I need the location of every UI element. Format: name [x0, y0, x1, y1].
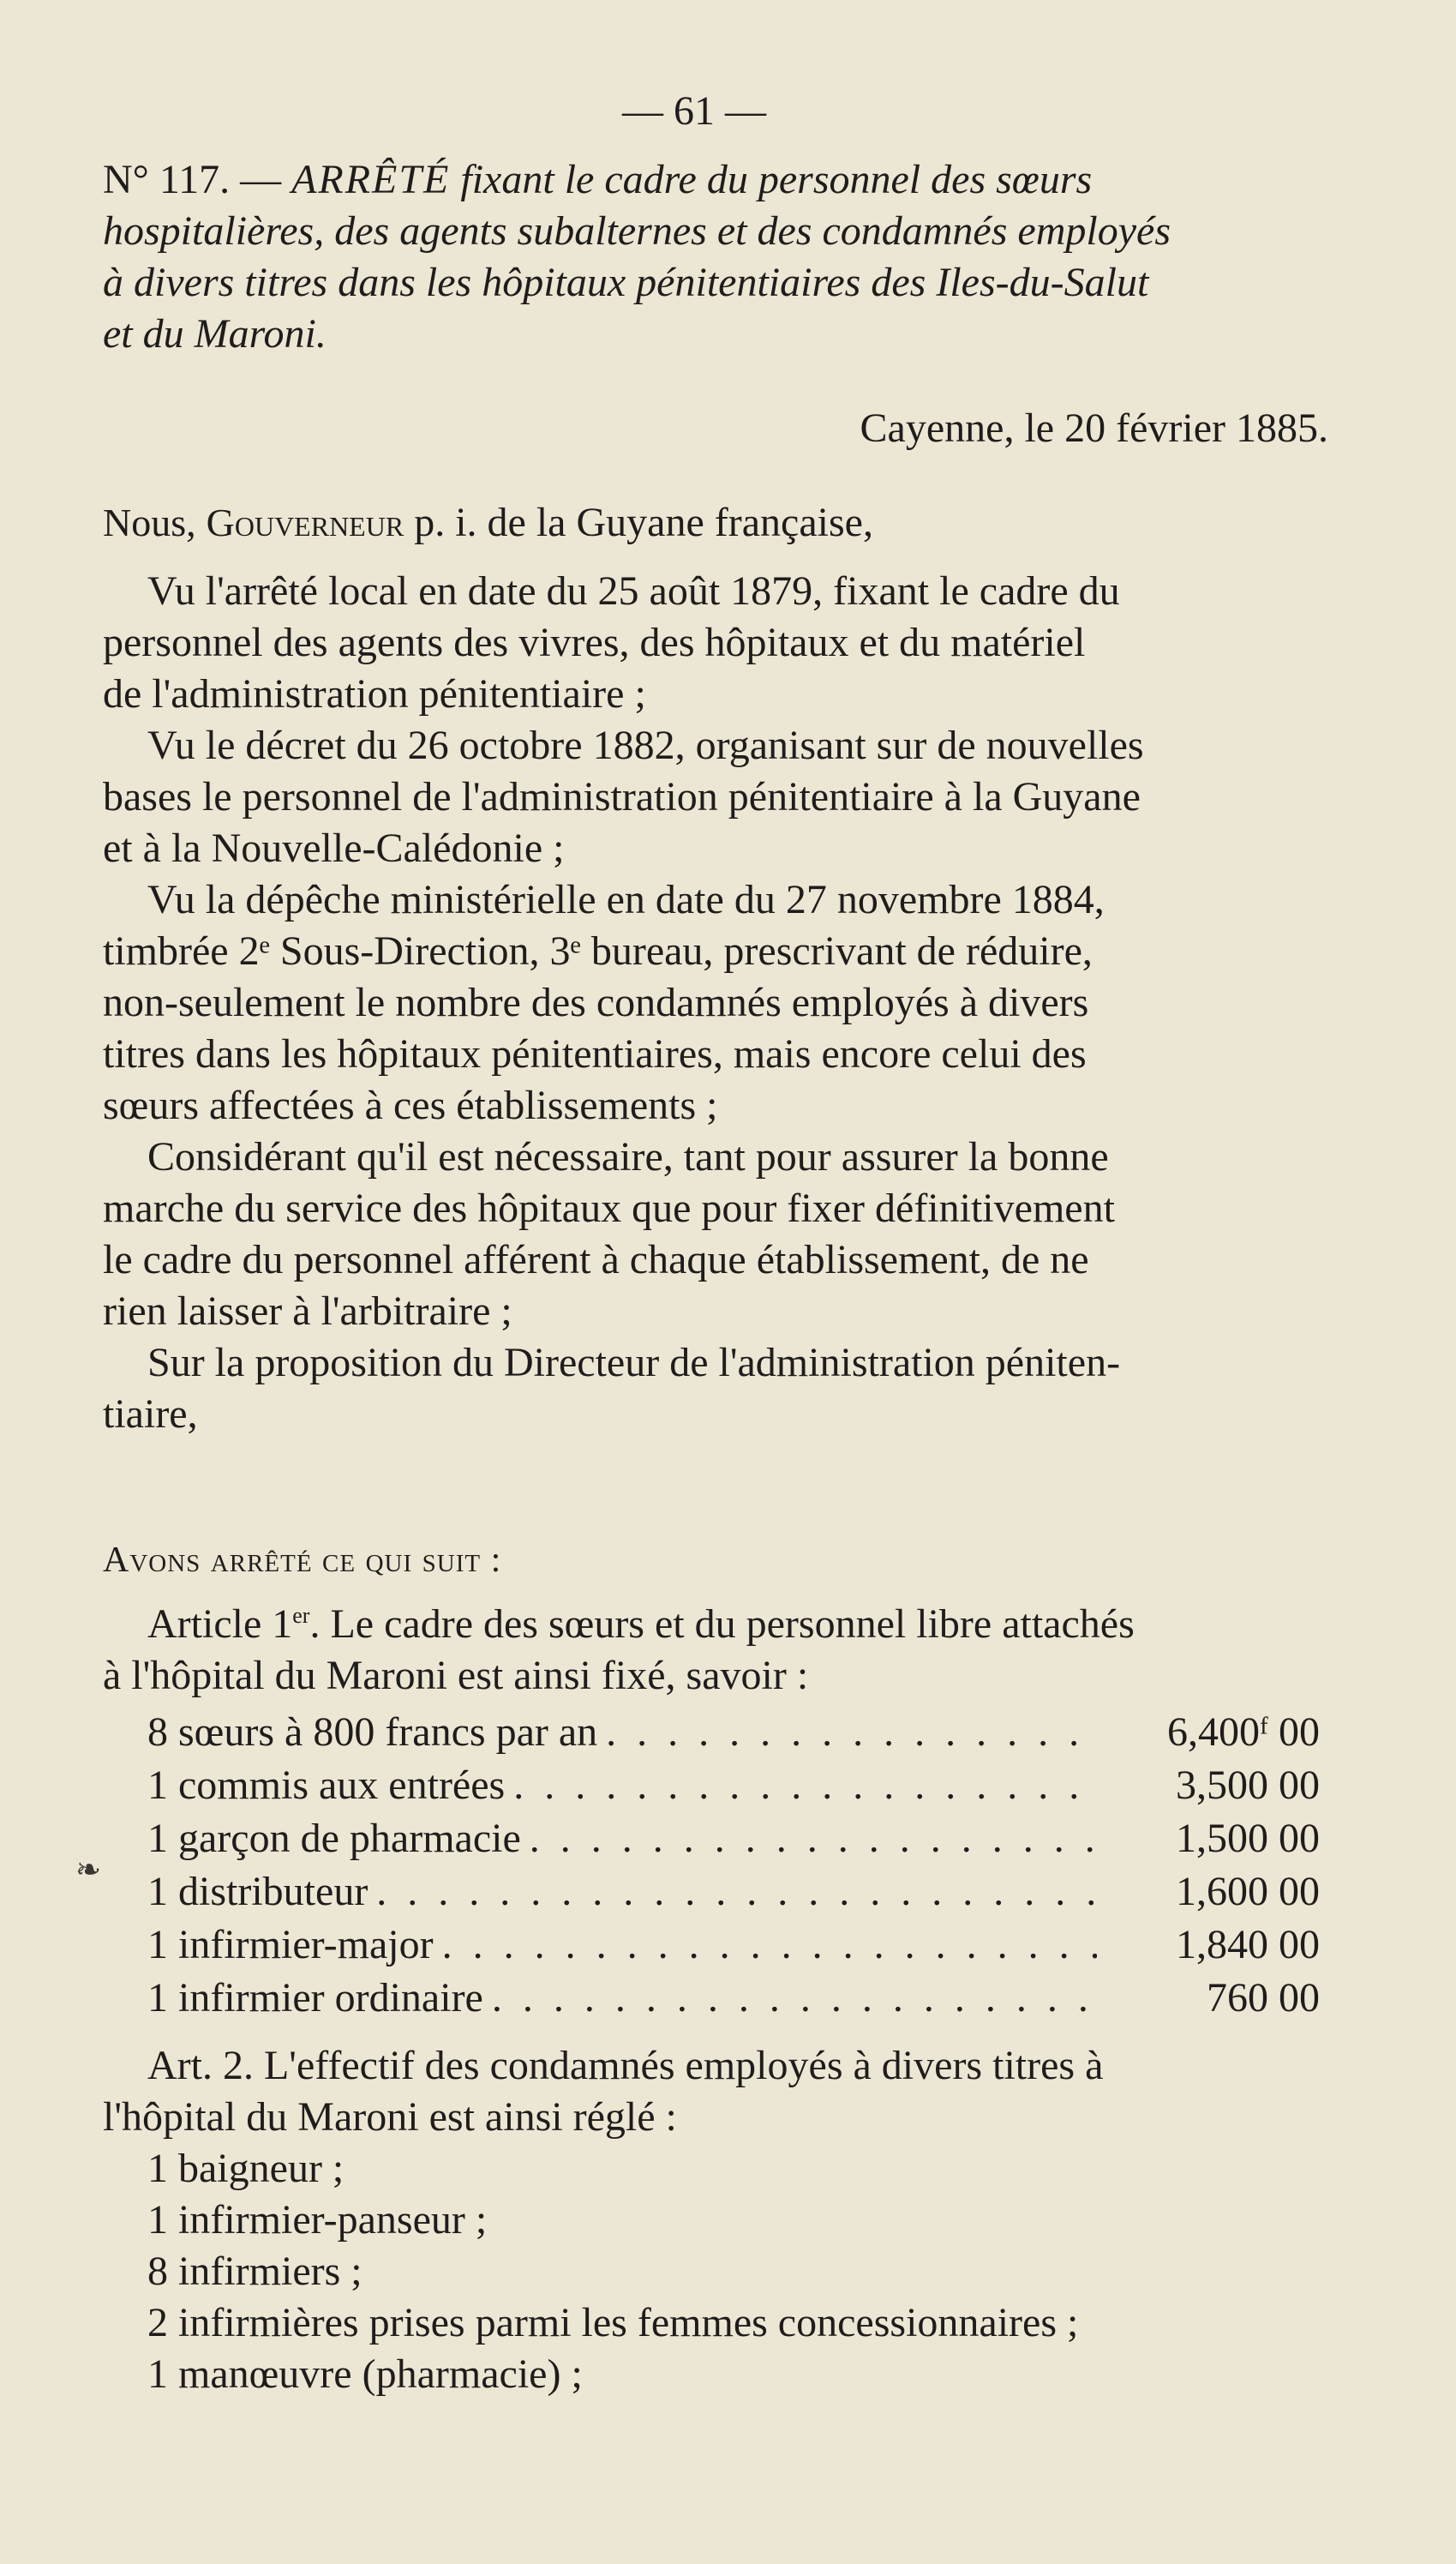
leader-dots: [530, 1812, 1097, 1865]
row-amount: 3,500 00: [1176, 1762, 1320, 1808]
considerant-line: sœurs affectées à ces établissements ;: [103, 1083, 718, 1128]
decree-title-line-1: fixant le cadre du personnel des sœurs: [460, 157, 1093, 202]
considerant-line: Vu le décret du 26 octobre 1882, organisant sur de nouvelles: [147, 723, 1144, 768]
decree-title-line-3: à divers titres dans les hôpitaux pénitentiaires des Iles-du-Salut: [103, 260, 1149, 305]
list-item: 2 infirmières prises parmi les femmes concessionnaires ;: [147, 2300, 1079, 2345]
considerant-line: timbrée 2ᵉ Sous-Direction, 3ᵉ bureau, prescrivant de réduire,: [103, 928, 1093, 974]
row-amount: 1,600 00: [1176, 1869, 1320, 1914]
considerant-line: rien laisser à l'arbitraire ;: [103, 1288, 512, 1334]
considerant-line: non-seulement le nombre des condamnés employés à divers: [103, 980, 1089, 1025]
preamble-nous: Nous,: [103, 501, 196, 544]
dateline: Cayenne, le 20 février 1885.: [860, 405, 1328, 451]
decree-title-lead: ARRÊTÉ: [291, 157, 451, 202]
leader-dots: [513, 1759, 1097, 1812]
list-item: 8 infirmiers ;: [147, 2249, 363, 2294]
table-row: [103, 1865, 1320, 1918]
considerant-line: personnel des agents des vivres, des hôpitaux et du matériel: [103, 620, 1086, 665]
list-item: 1 infirmier-panseur ;: [147, 2197, 488, 2243]
considerant-line: Considérant qu'il est nécessaire, tant pour assurer la bonne: [147, 1134, 1109, 1180]
staff-table: [103, 1706, 1320, 2025]
considerant-line: Vu l'arrêté local en date du 25 août 1879, fixant le cadre du: [147, 568, 1120, 614]
dateline-block: [103, 403, 1388, 454]
considerant-line: de l'administration pénitentiaire ;: [103, 671, 646, 717]
leader-dots: [376, 1865, 1097, 1918]
article-2-line-2: l'hôpital du Maroni est ainsi réglé :: [103, 2094, 677, 2140]
decree-heading: [103, 154, 1388, 360]
heading-dash: —: [240, 157, 282, 202]
row-label: 1 infirmier-major: [147, 1922, 434, 1967]
article-1-text: . Le cadre des sœurs et du personnel libre attachés: [309, 1601, 1135, 1647]
considerant-line: Sur la proposition du Directeur de l'administration péniten-: [147, 1340, 1121, 1385]
list-item: 1 manœuvre (pharmacie) ;: [147, 2351, 583, 2397]
row-label: 1 distributeur: [147, 1869, 368, 1914]
leader-dots: [492, 1972, 1097, 2025]
avons-arrete-block: [103, 1534, 1388, 1586]
article-1-line-2: à l'hôpital du Maroni est ainsi fixé, savoir :: [103, 1653, 809, 1698]
row-amount: 760 00: [1207, 1975, 1320, 2021]
margin-mark-icon: ❧: [75, 1852, 102, 1887]
row-label: 1 garçon de pharmacie: [147, 1816, 521, 1861]
decree-number: N° 117.: [103, 157, 231, 202]
article-1-label: Article 1: [147, 1601, 293, 1647]
article-1: [103, 1599, 1388, 1702]
row-amount: 1,840 00: [1176, 1922, 1320, 1967]
page-number: — 61 —: [622, 88, 766, 134]
article-2: [103, 2040, 1388, 2400]
preamble-rest: p. i. de la Guyane française,: [414, 500, 873, 545]
row-label: 8 sœurs à 800 francs par an: [147, 1709, 598, 1755]
table-row: [103, 1812, 1320, 1865]
leader-dots: [442, 1918, 1097, 1972]
table-row: [103, 1759, 1320, 1812]
article-2-line-1: Art. 2. L'effectif des condamnés employés à divers titres à: [147, 2043, 1104, 2088]
article-1-superscript: er: [292, 1603, 310, 1628]
row-label: 1 infirmier ordinaire: [147, 1975, 483, 2021]
row-label: 1 commis aux entrées: [147, 1762, 506, 1808]
row-amount: 1,500 00: [1176, 1816, 1320, 1861]
avons-arrete: Avons arrêté ce qui suit :: [103, 1540, 502, 1580]
preamble-gouverneur: Gouverneur: [206, 501, 404, 544]
considerant-line: et à la Nouvelle-Calédonie ;: [103, 826, 565, 871]
considerant-line: le cadre du personnel afférent à chaque établissement, de ne: [103, 1237, 1089, 1282]
considerant-line: Vu la dépêche ministérielle en date du 27 novembre 1884,: [147, 877, 1105, 922]
decree-title-line-4: et du Maroni.: [103, 311, 327, 357]
considerant-line: titres dans les hôpitaux pénitentiaires, mais encore celui des: [103, 1031, 1087, 1077]
table-row: [103, 1706, 1320, 1759]
row-amount: 6,400ᶠ 00: [1166, 1709, 1320, 1755]
table-row: [103, 1918, 1320, 1972]
considerant-line: marche du service des hôpitaux que pour fixer définitivement: [103, 1186, 1115, 1231]
leader-dots: [606, 1706, 1097, 1759]
table-row: [103, 1972, 1320, 2025]
considerants: [103, 566, 1388, 1440]
considerant-line: bases le personnel de l'administration pénitentiaire à la Guyane: [103, 774, 1141, 820]
list-item: 1 baigneur ;: [147, 2146, 345, 2191]
considerant-line: tiaire,: [103, 1391, 198, 1437]
preamble: [103, 497, 1388, 549]
decree-title-line-2: hospitalières, des agents subalternes et des condamnés employés: [103, 208, 1171, 254]
page-number-block: [103, 86, 1388, 137]
